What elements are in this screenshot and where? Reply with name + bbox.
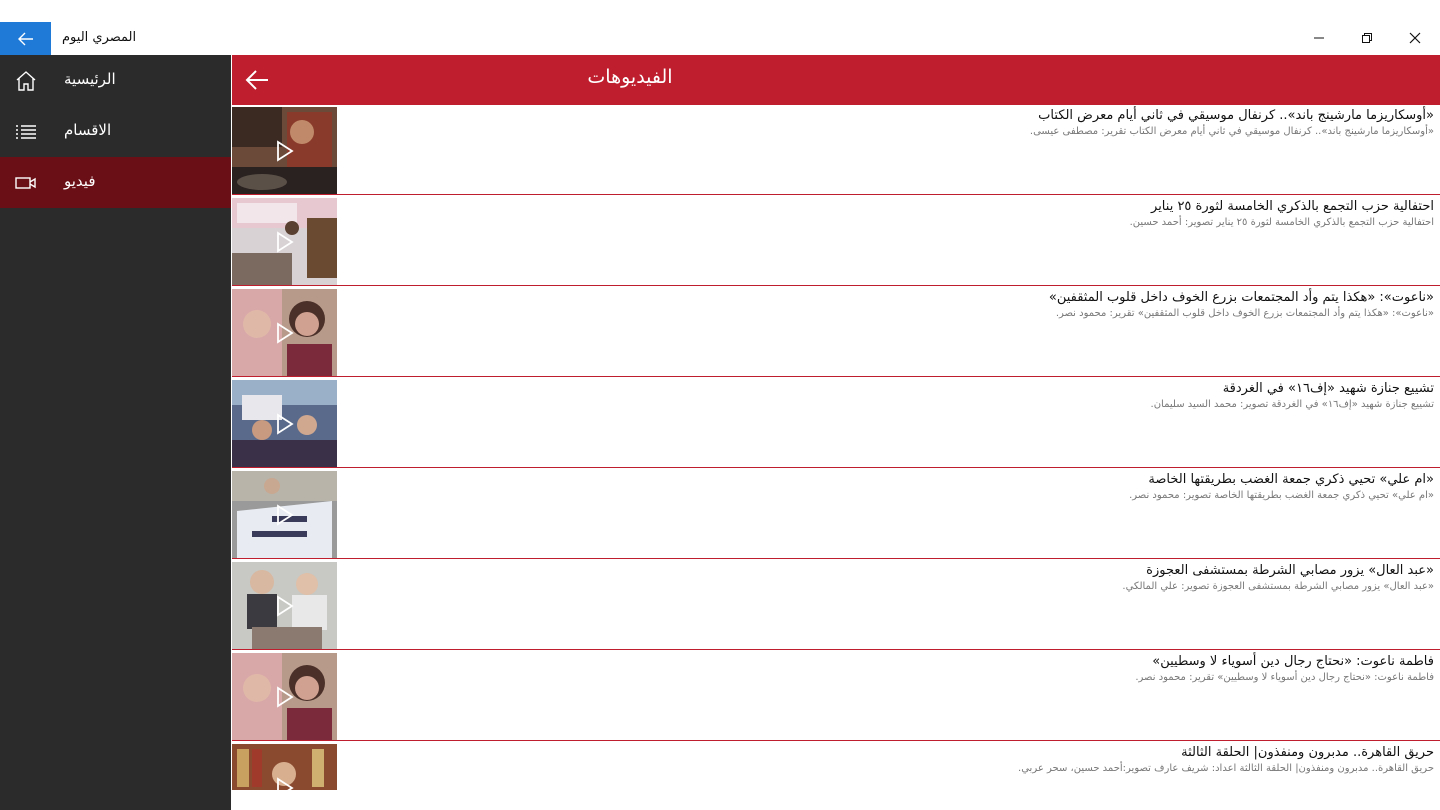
video-thumbnail[interactable] <box>232 562 337 649</box>
video-list <box>232 105 1440 790</box>
sidebar-item-video[interactable] <box>0 157 231 208</box>
video-thumbnail[interactable] <box>232 471 337 558</box>
arrow-left-icon <box>18 32 34 46</box>
video-thumbnail[interactable] <box>232 380 337 467</box>
minimize-icon <box>1313 32 1325 44</box>
play-icon <box>276 322 294 344</box>
video-title: «عبد العال» يزور مصابي الشرطة بمستشفى العجوزة <box>1146 563 1434 578</box>
list-item[interactable] <box>232 105 1440 195</box>
video-title: «أوسكاريزما مارشينج باند».. كرنفال موسيقي في ثاني أيام معرض الكتاب <box>1038 108 1434 123</box>
play-icon <box>276 504 294 526</box>
video-caption: تشييع جنازة شهيد «إف١٦» في الغردقة تصوير: محمد السيد سليمان. <box>1150 399 1434 410</box>
sidebar-item-sections[interactable] <box>0 106 231 157</box>
list-item[interactable] <box>232 287 1440 377</box>
video-caption: «عبد العال» يزور مصابي الشرطة بمستشفى العجوزة تصوير: علي المالكي. <box>1122 581 1434 592</box>
list-item[interactable] <box>232 378 1440 468</box>
close-button[interactable] <box>1392 22 1438 54</box>
video-title: «ناعوت»: «هكذا يتم وأد المجتمعات بزرع الخوف داخل قلوب المثقفين» <box>1048 290 1434 305</box>
video-caption: فاطمة ناعوت: «نحتاج رجال دين أسوياء لا وسطيين» تقرير: محمود نصر. <box>1135 672 1434 683</box>
video-caption: «ناعوت»: «هكذا يتم وأد المجتمعات بزرع الخوف داخل قلوب المثقفين» تقرير: محمود نصر. <box>1055 308 1434 319</box>
video-caption: احتفالية حزب التجمع بالذكري الخامسة لثورة ٢٥ يناير تصوير: أحمد حسين. <box>1129 217 1434 228</box>
back-button[interactable] <box>0 22 51 55</box>
play-icon <box>276 686 294 708</box>
restore-icon <box>1361 32 1373 44</box>
list-item[interactable] <box>232 560 1440 650</box>
video-caption: «أوسكاريزما مارشينج باند».. كرنفال موسيقي في ثاني أيام معرض الكتاب تقرير: مصطفى عيسى. <box>1029 126 1434 137</box>
list-item[interactable] <box>232 196 1440 286</box>
video-thumbnail[interactable] <box>232 653 337 740</box>
play-icon <box>276 413 294 435</box>
video-camera-icon <box>14 171 38 195</box>
restore-button[interactable] <box>1344 22 1390 54</box>
play-icon <box>276 231 294 253</box>
video-thumbnail[interactable] <box>232 744 337 790</box>
list-item[interactable] <box>232 742 1440 790</box>
close-icon <box>1409 32 1421 44</box>
video-title: تشييع جنازة شهيد «إف١٦» في الغردقة <box>1222 381 1434 396</box>
sidebar-item-label: الرئيسية <box>64 70 116 88</box>
video-caption: حريق القاهرة.. مدبرون ومنفذون| الحلقة الثالثة اعداد: شريف عارف تصوير:أحمد حسين، سحر عربي. <box>1018 763 1434 774</box>
video-title: فاطمة ناعوت: «نحتاج رجال دين أسوياء لا وسطيين» <box>1152 654 1434 669</box>
video-thumbnail[interactable] <box>232 198 337 285</box>
window-titlebar <box>0 0 1440 55</box>
sidebar <box>0 55 231 810</box>
sidebar-item-label: الاقسام <box>64 121 112 139</box>
video-title: احتفالية حزب التجمع بالذكري الخامسة لثورة ٢٥ يناير <box>1151 199 1434 214</box>
list-icon <box>14 120 38 144</box>
page-header <box>232 55 1440 105</box>
video-title: «ام علي» تحيي ذكري جمعة الغضب بطريقتها الخاصة <box>1148 472 1434 487</box>
page-title: الفيديوهات <box>587 66 673 88</box>
video-title: حريق القاهرة.. مدبرون ومنفذون| الحلقة الثالثة <box>1181 745 1434 760</box>
list-item[interactable] <box>232 651 1440 741</box>
video-thumbnail[interactable] <box>232 107 337 194</box>
play-icon <box>276 777 294 790</box>
app-title: المصري اليوم <box>62 30 137 45</box>
list-item[interactable] <box>232 469 1440 559</box>
play-icon <box>276 140 294 162</box>
play-icon <box>276 595 294 617</box>
sidebar-item-label: فيديو <box>64 172 96 190</box>
minimize-button[interactable] <box>1296 22 1342 54</box>
video-caption: «ام علي» تحيي ذكري جمعة الغضب بطريقتها الخاصة تصوير: محمود نصر. <box>1129 490 1434 501</box>
video-thumbnail[interactable] <box>232 289 337 376</box>
